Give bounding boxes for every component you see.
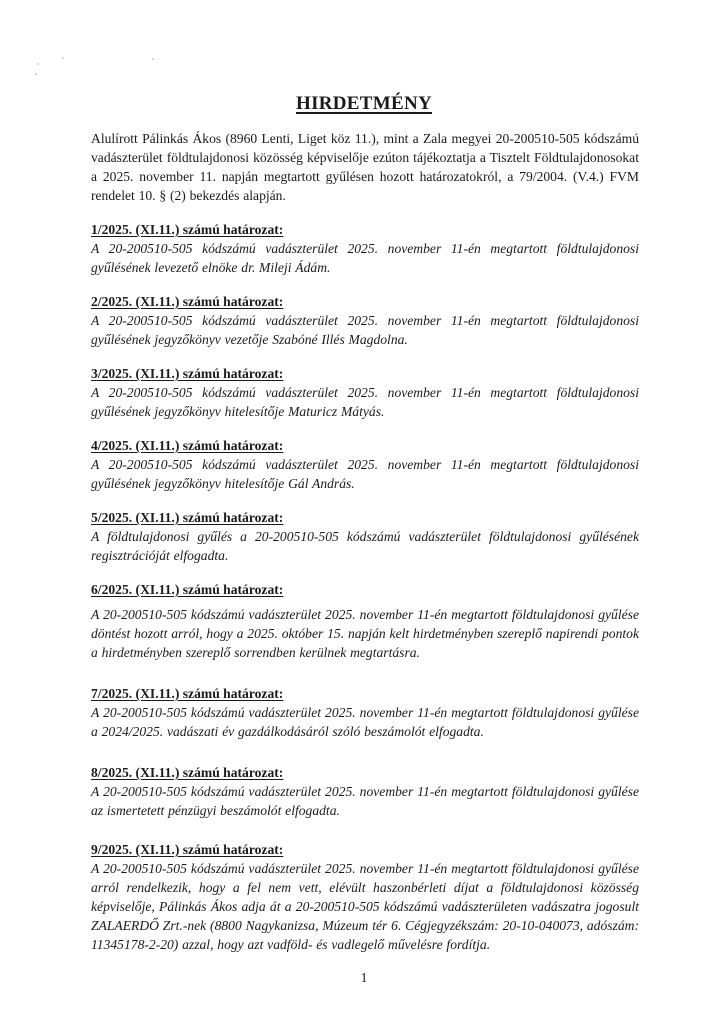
scan-speck bbox=[35, 73, 37, 75]
resolution-9 bbox=[91, 840, 639, 954]
resolution-text: A 20-200510-505 kódszámú vadászterület 2025. november 11-én megtartott földtulajdonosi gyűlése döntést hozott arról, hogy a 2025. október 15. napján kelt hirdetményben szereplő napirendi pontok a hirdetményben szereplő sorrendben kerülnek megtartásra. bbox=[91, 607, 639, 660]
resolution-heading: 6/2025. (XI.11.) számú határozat: bbox=[91, 582, 284, 597]
scan-speck bbox=[152, 58, 154, 60]
resolution-heading: 4/2025. (XI.11.) számú határozat: bbox=[91, 438, 284, 453]
resolution-text: A 20-200510-505 kódszámú vadászterület 2025. november 11-én megtartott földtulajdonosi gyűlésének jegyzőkönyv hitelesítője Maturicz Mátyás. bbox=[91, 385, 639, 419]
resolution-heading: 8/2025. (XI.11.) számú határozat: bbox=[91, 765, 284, 780]
scan-speck bbox=[37, 63, 39, 65]
document-title bbox=[0, 93, 728, 115]
resolution-heading: 1/2025. (XI.11.) számú határozat: bbox=[91, 222, 284, 237]
resolution-text: A 20-200510-505 kódszámú vadászterület 2025. november 11-én megtartott földtulajdonosi gyűlése arról rendelkezik, hogy a fel nem vett, elévült haszonbérleti díjat a földtulajdonosi közösség képviselője, Pálinkás Ákos adja át a 20-200510-505 kódszámú vadászterületen vadászatra jogosult ZALAERDŐ Zrt.-nek (8800 Nagykanizsa, Múzeum tér 6. Cégjegyzékszám: 20-10-040073, adószám: 11345178-2-20) azzal, hogy azt vadföld- és vadlegelő művelésre fordítja. bbox=[91, 861, 639, 952]
resolution-text: A 20-200510-505 kódszámú vadászterület 2025. november 11-én megtartott földtulajdonosi gyűlésének jegyzőkönyv hitelesítője Gál András. bbox=[91, 457, 639, 491]
page-number: 1 bbox=[360, 970, 368, 985]
resolution-heading: 9/2025. (XI.11.) számú határozat: bbox=[91, 842, 284, 857]
resolution-text: A 20-200510-505 kódszámú vadászterület 2025. november 11-én megtartott földtulajdonosi gyűlésének jegyzőkönyv vezetője Szabóné Illés Magdolna. bbox=[91, 313, 639, 347]
resolution-text: A 20-200510-505 kódszámú vadászterület 2025. november 11-én megtartott földtulajdonosi gyűlése az ismertetett pénzügyi beszámolót elfogadta. bbox=[91, 784, 639, 818]
resolution-4 bbox=[91, 436, 639, 493]
resolution-heading: 7/2025. (XI.11.) számú határozat: bbox=[91, 686, 284, 701]
resolution-heading: 5/2025. (XI.11.) számú határozat: bbox=[91, 510, 284, 525]
resolution-2 bbox=[91, 292, 639, 349]
resolution-heading: 3/2025. (XI.11.) számú határozat: bbox=[91, 366, 284, 381]
intro-paragraph: Alulírott Pálinkás Ákos (8960 Lenti, Liget köz 11.), mint a Zala megyei 20-200510-505 kódszámú vadászterület földtulajdonosi közösség képviselője ezúton tájékoztatja a Tisztelt Földtulajdonosokat a 2025. november 11. napján megtartott gyűlésen hozott határozatokról, a 79/2004. (V.4.) FVM rendelet 10. § (2) bekezdés alapján. bbox=[91, 131, 639, 203]
resolution-text: A 20-200510-505 kódszámú vadászterület 2025. november 11-én megtartott földtulajdonosi gyűlésének levezető elnöke dr. Mileji Ádám. bbox=[91, 241, 639, 275]
resolution-text: A földtulajdonosi gyűlés a 20-200510-505 kódszámú vadászterület földtulajdonosi gyűlésének regisztrációját elfogadta. bbox=[91, 529, 639, 563]
resolution-3 bbox=[91, 364, 639, 421]
document-title-text: HIRDETMÉNY bbox=[295, 93, 432, 114]
resolution-7 bbox=[91, 684, 639, 741]
resolution-5 bbox=[91, 508, 639, 565]
resolution-1 bbox=[91, 220, 639, 277]
scan-speck bbox=[62, 57, 64, 59]
document-body bbox=[91, 129, 639, 969]
resolution-heading: 2/2025. (XI.11.) számú határozat: bbox=[91, 294, 284, 309]
resolution-text: A 20-200510-505 kódszámú vadászterület 2025. november 11-én megtartott földtulajdonosi gyűlése a 2024/2025. vadászati év gazdálkodásáról szóló beszámolót elfogadta. bbox=[91, 705, 639, 739]
resolution-8 bbox=[91, 763, 639, 820]
resolution-6 bbox=[91, 580, 639, 662]
